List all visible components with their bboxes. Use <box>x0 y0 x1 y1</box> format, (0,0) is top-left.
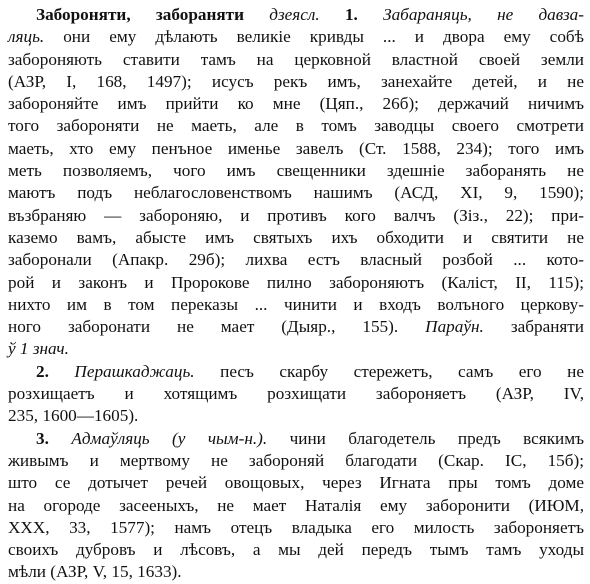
text-line: розхищаетъ и хотящимъ розхищати забороняетъ (АЗР, IV, <box>8 384 584 404</box>
sense-definition: Адмаўляць (у чым-н.). <box>71 428 268 448</box>
cross-reference-label: Параўн. <box>425 317 484 337</box>
entry-first-line <box>8 4 584 26</box>
entry-sense-1 <box>8 4 584 361</box>
cross-reference-word: забраняти <box>510 317 585 337</box>
text-line: меть позволяемъ, чого имъ свещенники здешніе заборанять не <box>8 161 584 181</box>
text-line <box>8 316 584 338</box>
text-line: XXX, 33, 1577); намъ отецъ владыка его милость забороняетъ <box>8 517 584 537</box>
text-line: живымъ и мертвому не забороняй благодати (Скар. ІС, 15б); <box>8 450 584 470</box>
text-line <box>8 361 584 383</box>
cross-reference-sense: ў 1 знач. <box>8 339 69 359</box>
text-line: того забороняти не маеть, але в томъ заводцы своего смотрети <box>8 116 584 136</box>
text-line <box>8 428 584 450</box>
entry-sense-2 <box>8 361 584 428</box>
text-line: възбраняю — забороняю, и противъ кого валчъ (Зіз., 22); при- <box>8 205 584 225</box>
entry-sense-3 <box>8 428 584 584</box>
text-line: своихъ дубровъ и лѣсовъ, а мы дей передъ тымъ тамъ уходы <box>8 540 584 560</box>
text-line: каземо вамъ, абысте имъ святыхъ ихъ обходити и святити не <box>8 227 584 247</box>
text-line: нихто им в том переказы ... чинити и входъ волъного церкову- <box>8 294 584 314</box>
quotation-text: они ему дѣлають великіе кривды ... и двора ему собѣ <box>44 27 584 47</box>
sense-number: 2. <box>36 361 49 381</box>
headword: Забороняти, забораняти <box>36 5 245 24</box>
text-line <box>8 26 584 48</box>
quotation-text: ного заборонати не мает (Дыяр., 155). <box>8 317 399 337</box>
text-line: заборонали (Апакр. 29б); лихва естъ власный розбой ... кото- <box>8 250 584 270</box>
sense-number: 1. <box>344 5 358 24</box>
text-line: на огороде засееныхъ, не мает Наталія ему заборонити (ИЮМ, <box>8 495 584 515</box>
quotation-text: песъ скарбу стережетъ, самъ его не <box>194 361 585 381</box>
text-line: (АЗР, I, 168, 1497); исусъ рекъ имъ, занехайте детей, и не <box>8 71 584 91</box>
text-line <box>8 338 584 360</box>
part-of-speech: дзеясл. <box>269 5 320 24</box>
text-line: 235, 1600—1605). <box>8 406 139 426</box>
text-line: што се дотычет речей овощовых, через Игната пры томъ доме <box>8 473 584 493</box>
text-line: рой и законъ и Пророкове пилно забороняютъ (Каліст, II, 115); <box>8 272 584 292</box>
sense-definition: Забараняць, не давза- <box>383 5 584 24</box>
quotation-text: чини благодетель предъ всякимъ <box>267 428 585 448</box>
text-line: маеть, хто ему пенъное именье завелъ (Ст. 1588, 234); того имъ <box>8 138 584 158</box>
text-line: забороняйте имъ прийти ко мне (Цяп., 26б); держачий ничимъ <box>8 94 584 114</box>
sense-definition: Перашкаджаць. <box>74 361 195 381</box>
text-line: маютъ подъ неблагословенствомъ нашимъ (АСД, XI, 9, 1590); <box>8 183 584 203</box>
text-line: забороняють ставити тамъ на церковной властной своей земли <box>8 49 584 69</box>
sense-definition: ляць. <box>8 27 45 47</box>
text-line: мѣли (АЗР, V, 15, 1633). <box>8 562 182 582</box>
sense-number: 3. <box>36 428 49 448</box>
